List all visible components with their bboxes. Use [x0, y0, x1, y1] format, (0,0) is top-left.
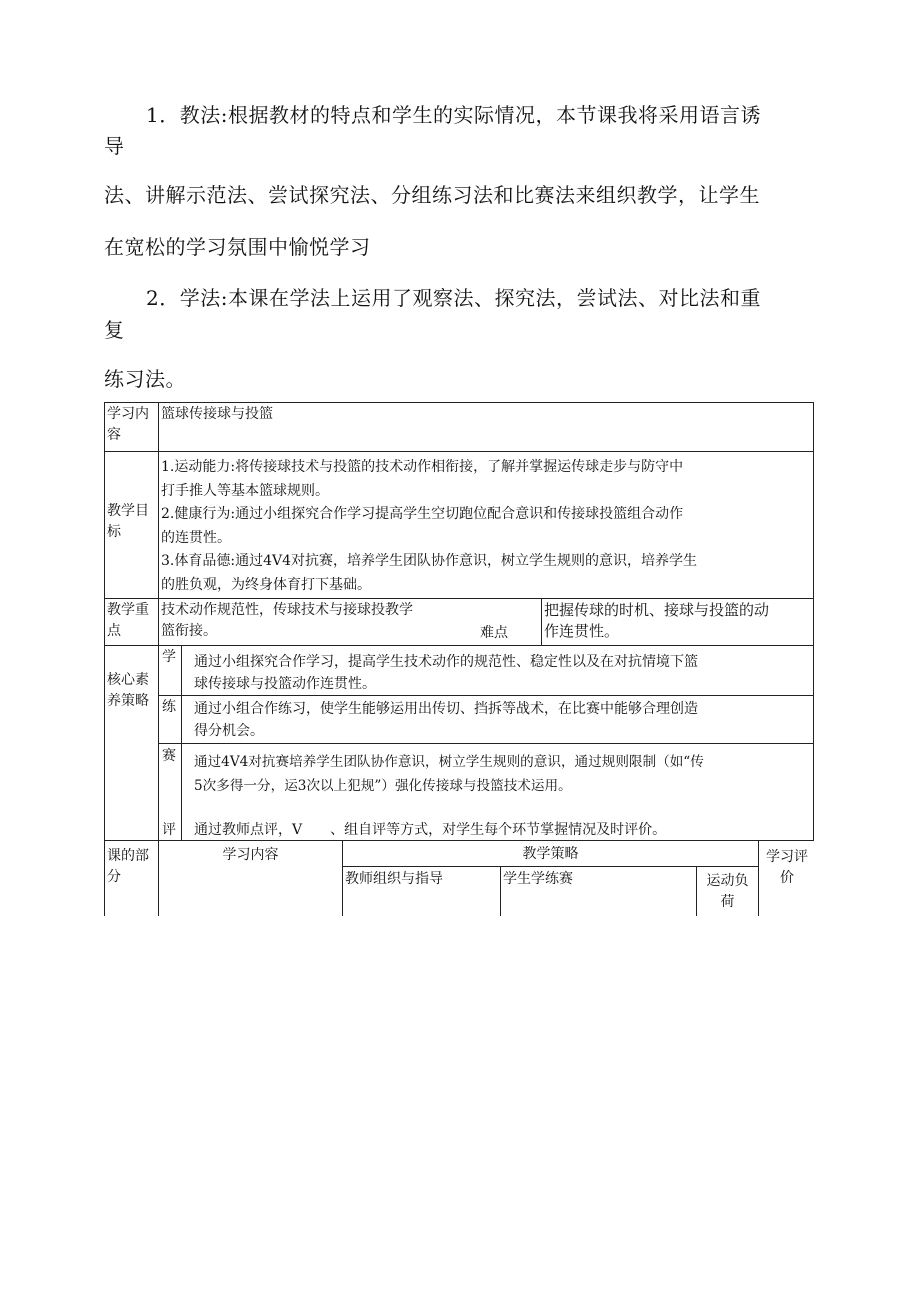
key-points-label-line: 教学重: [107, 602, 149, 618]
core-label-line: 养策略: [107, 693, 149, 709]
objective-line: 1.运动能力:将传接球技术与投篮的技术动作相衔接，了解并掌握运传球走步与防守中: [161, 459, 684, 475]
core-key-practice: 练: [162, 699, 176, 715]
core-label-line: 核心素: [107, 672, 149, 688]
method-teaching-line4: 在宽松的学习氛围中愉悦学习: [104, 235, 371, 259]
core-text-learn: [192, 650, 812, 696]
content-value: 篮球传接球与投篮: [161, 406, 273, 422]
core-label: [105, 669, 158, 713]
core-line: 通过教师点评，V 、组自评等方式，对学生每个环节掌握情况及时评价。: [194, 822, 667, 838]
evaluation-header-line: 价: [780, 870, 794, 886]
objectives-label-line: 标: [107, 524, 121, 540]
core-line: 通过小组探究合作学习，提高学生技术动作的规范性、稳定性以及在对抗情境下篮: [194, 654, 698, 670]
core-line: 球传接球与投篮动作连贯性。: [194, 676, 376, 692]
teacher-header: 教师组织与指导: [345, 871, 443, 887]
core-key-learn: 学: [162, 649, 176, 665]
key-points-label-line: 点: [107, 623, 121, 639]
core-text-evaluate: [192, 819, 812, 842]
evaluation-header-line: 学习评: [766, 849, 808, 865]
strategy-header: 教学策略: [522, 846, 579, 862]
method-learning-line2: 复: [104, 318, 125, 342]
key-points-label: [105, 599, 158, 643]
key-point-line: 篮衔接。: [161, 623, 217, 639]
core-line: 通过4V4对抗赛培养学生团队协作意识，树立学生规则的意识，通过规则限制（如“传: [194, 754, 704, 770]
key-point-line: 技术动作规范性，传球技术与接球投教学: [161, 602, 413, 618]
part-header-line: 分: [107, 869, 121, 885]
load-header-line: 运动负: [706, 873, 749, 889]
objective-line: 3.体育品德:通过4V4对抗赛，培养学生团队协作意识，树立学生规则的意识，培养学生: [161, 553, 697, 569]
objectives-label-line: 教学目: [107, 503, 149, 519]
objectives-label: [105, 500, 158, 544]
method-learning-line1: 2．学法:本课在学法上运用了观察法、探究法，尝试法、对比法和重: [146, 286, 761, 310]
learning-content-header: 学习内容: [222, 847, 279, 863]
part-header: [105, 845, 158, 889]
difficulty-text: [542, 599, 812, 643]
core-key-compete: 赛: [162, 748, 176, 764]
difficulty-line: 作连贯性。: [544, 622, 620, 640]
objective-line: 打手推人等基本篮球规则。: [161, 482, 329, 499]
core-line: 5次多得一分，运3次以上犯规”）强化传接球与投篮技术运用。: [194, 778, 572, 794]
method-teaching-line1: 1．教法:根据教材的特点和学生的实际情况，本节课我将采用语言诱: [146, 103, 761, 127]
evaluation-header: [759, 846, 815, 890]
part-header-line: 课的部: [107, 848, 149, 864]
difficulty-label: 难点: [480, 625, 508, 641]
difficulty-line: 把握传球的时机、接球与投篮的动: [544, 601, 770, 619]
content-label: [105, 403, 158, 447]
content-label-line: 容: [107, 427, 121, 443]
content-label-line: 学习内: [107, 406, 149, 422]
objective-line: 的连贯性。: [161, 529, 231, 546]
load-header-line: 荷: [720, 894, 735, 910]
table-border: [104, 451, 813, 452]
core-line: 得分机会。: [194, 723, 264, 739]
core-text-practice: [192, 697, 812, 743]
table-border: [181, 645, 182, 841]
table-border: [158, 743, 813, 744]
objectives-text: [159, 455, 811, 598]
method-teaching-line2: 导: [104, 134, 125, 158]
key-points-text: [159, 599, 489, 643]
core-key-evaluate: 评: [162, 822, 176, 838]
load-header: [697, 870, 758, 914]
objective-line: 的胜负观，为终身体育打下基础。: [161, 576, 371, 593]
table-border: [813, 402, 814, 841]
core-text-compete: [192, 749, 812, 799]
method-learning-line3: 练习法。: [104, 367, 186, 391]
table-border: [104, 645, 813, 646]
objective-line: 2.健康行为:通过小组探究合作学习提高学生空切跑位配合意识和传接球投篮组合动作: [161, 506, 684, 522]
core-line: 通过小组合作练习，使学生能够运用出传切、挡拆等战术，在比赛中能够合理创造: [194, 701, 698, 717]
method-teaching-line3: 法、讲解示范法、尝试探究法、分组练习法和比赛法来组织教学，让学生: [104, 183, 760, 207]
student-header: 学生学练赛: [503, 871, 573, 887]
table-border: [104, 402, 105, 916]
